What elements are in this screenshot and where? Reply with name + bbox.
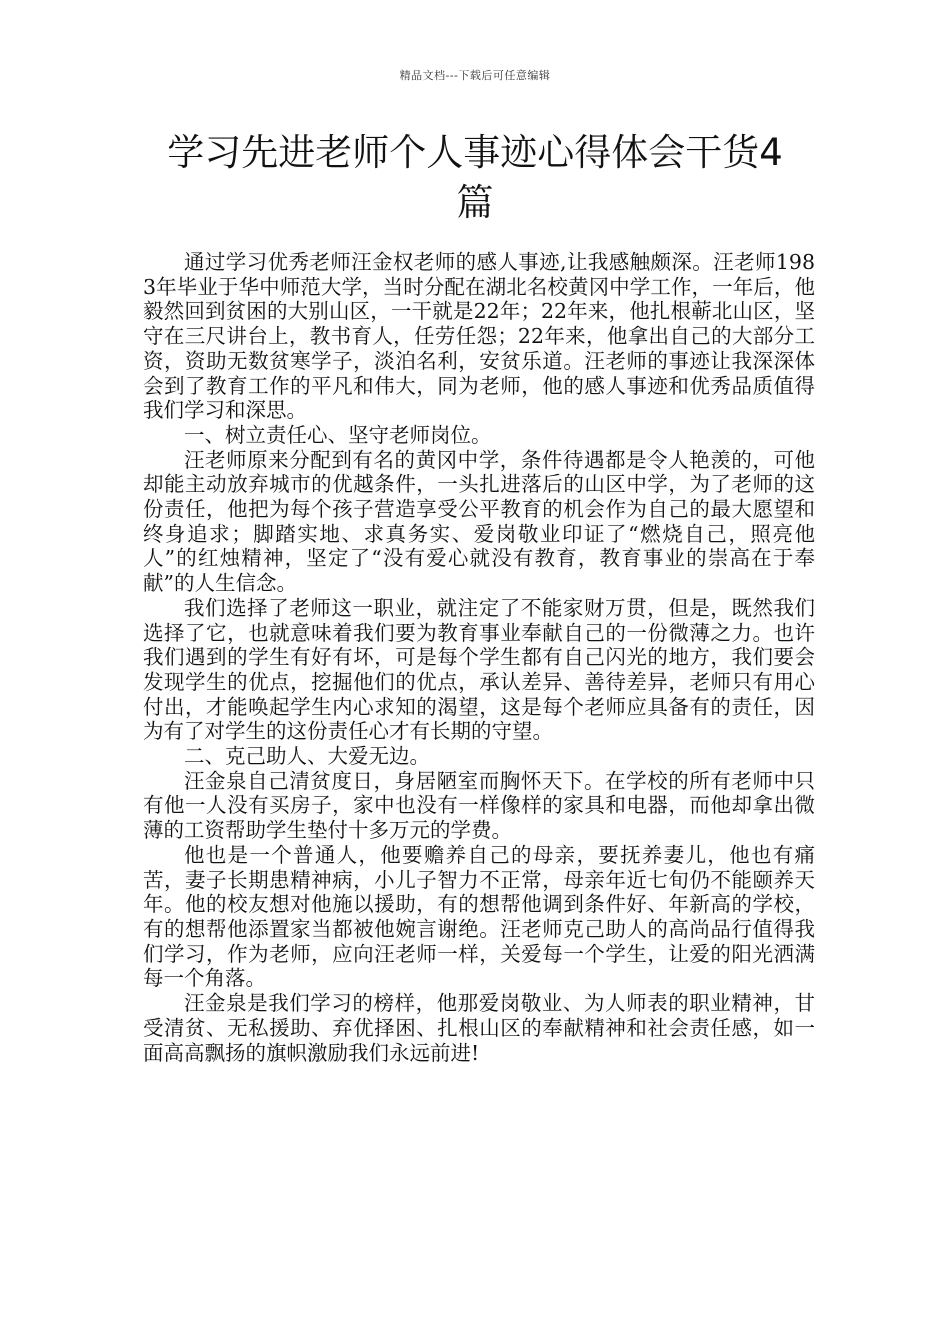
- header-note: 精品文档---下载后可任意编辑: [399, 69, 551, 82]
- section-heading: 一、树立责任心、坚守老师岗位。: [184, 422, 492, 447]
- paragraph: 汪老师原来分配到有名的黄冈中学，条件待遇都是令人艳羡的，可他却能主动放弃城市的优越条件，一头扎进落后的山区中学，为了老师的这份责任，他把为每个孩子营造享受公平教育的机会作为自己的最大愿望和终身追求；脚踏实地、求真务实、爱岗敬业印证了“燃烧自己，照亮他人”的红烛精神，坚定了“没有爱心就没有教育，教育事业的崇高在于奉献”的人生信念。: [143, 447, 815, 596]
- paragraph: 汪金泉是我们学习的榜样，他那爱岗敬业、为人师表的职业精神，甘受清贫、无私援助、弃优择困、扎根山区的奉献精神和社会责任感，如一面高高飘扬的旗帜激励我们永远前进!: [143, 991, 815, 1065]
- paragraph: 我们选择了老师这一职业，就注定了不能家财万贯，但是，既然我们选择了它，也就意味着我们要为教育事业奉献自己的一份微薄之力。也许我们遇到的学生有好有坏，可是每个学生都有自己闪光的地方，我们要会发现学生的优点，挖掘他们的优点，承认差异、善待差异，老师只有用心付出，才能唤起学生内心求知的渴望，这是每个老师应具备有的责任，因为有了对学生的这份责任心才有长期的守望。: [143, 595, 815, 744]
- document-title: 学习先进老师个人事迹心得体会干货4篇: [167, 131, 783, 224]
- document-body: [143, 250, 815, 1065]
- paragraph: 汪金泉自己清贫度日，身居陋室而胸怀天下。在学校的所有老师中只有他一人没有买房子，家中也没有一样像样的家具和电器，而他却拿出微薄的工资帮助学生垫付十多万元的学费。: [143, 768, 815, 843]
- paragraph: 通过学习优秀老师汪金权老师的感人事迹,让我感触颇深。汪老师1983年毕业于华中师范大学，当时分配在湖北名校黄冈中学工作，一年后，他毅然回到贫困的大别山区，一干就是22年；22年来，他扎根蕲北山区，坚守在三尺讲台上，教书育人，任劳任怨；22年来，他拿出自己的大部分工资，资助无数贫寒学子，淡泊名利，安贫乐道。汪老师的事迹让我深深体会到了教育工作的平凡和伟大，同为老师，他的感人事迹和优秀品质值得我们学习和深思。: [143, 250, 815, 423]
- paragraph: 他也是一个普通人，他要赡养自己的母亲，要抚养妻儿，他也有痛苦，妻子长期患精神病，小儿子智力不正常，母亲年近七旬仍不能颐养天年。他的校友想对他施以援助，有的想帮他调到条件好、年新高的学校，有的想帮他添置家当都被他婉言谢绝。汪老师克己助人的高尚品行值得我们学习，作为老师，应向汪老师一样，关爱每一个学生，让爱的阳光洒满每一个角落。: [143, 842, 815, 991]
- section-heading: 二、克己助人、大爱无边。: [184, 744, 430, 769]
